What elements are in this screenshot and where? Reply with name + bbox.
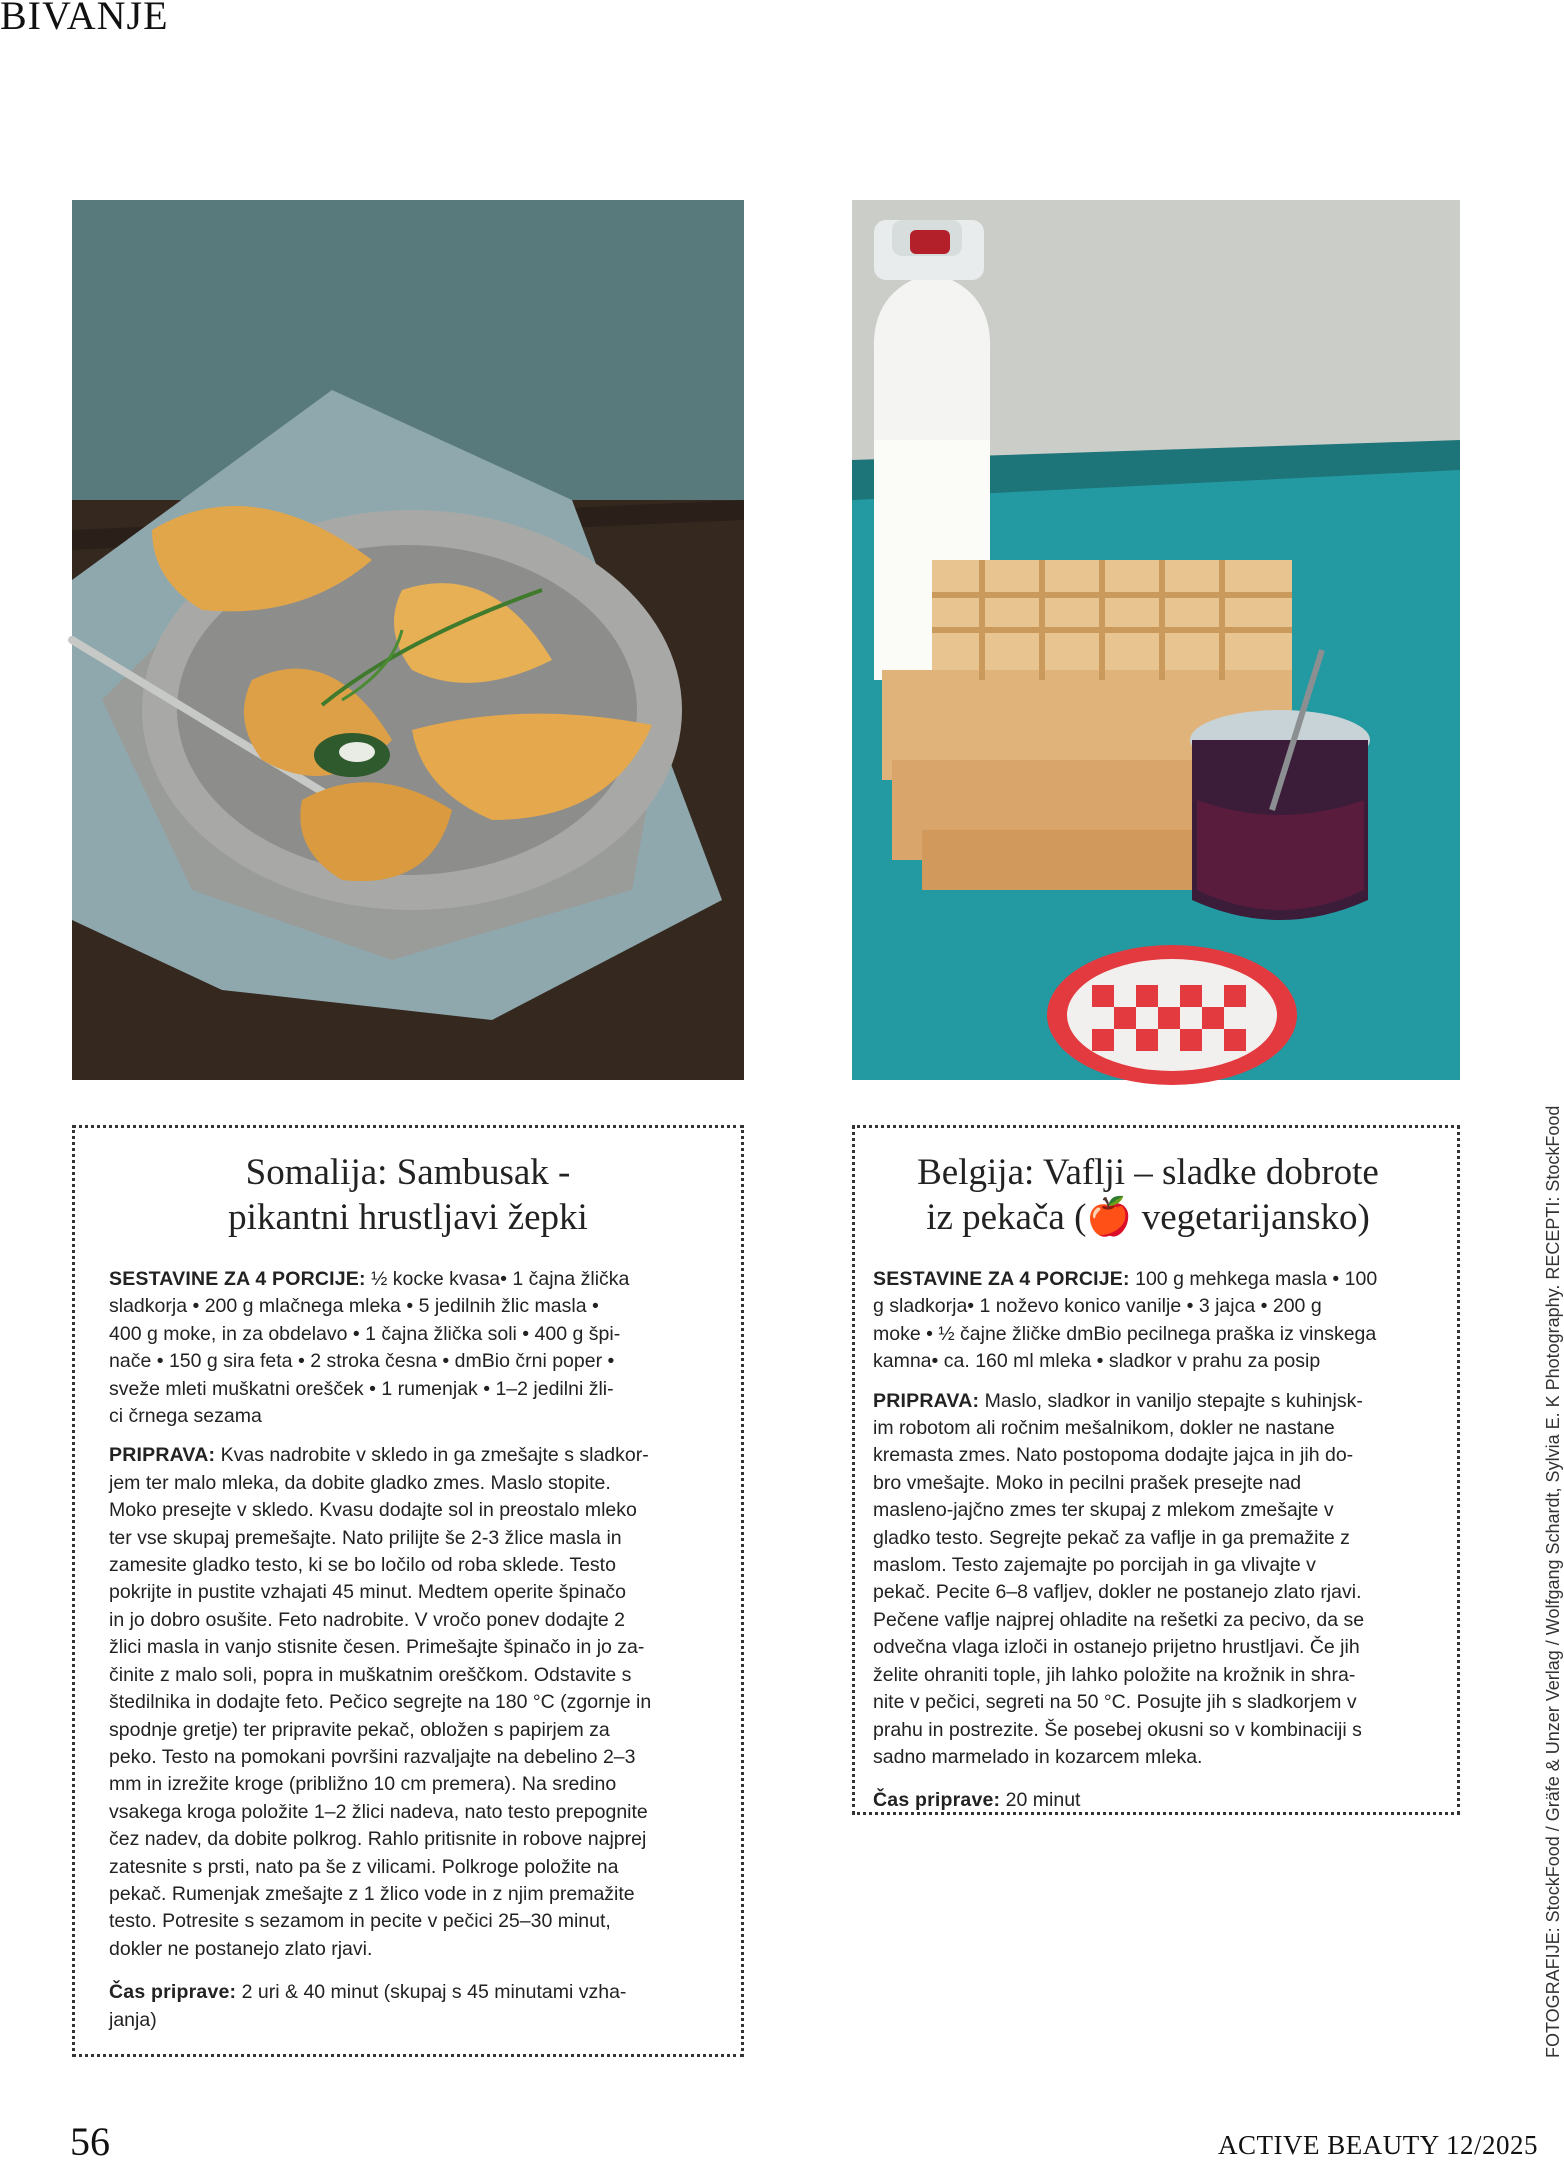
recipe-title-line: iz pekača (🍎 vegetarijansko) <box>926 1197 1370 1238</box>
recipe-title-line: Belgija: Vaflji – sladke dobrote <box>917 1152 1379 1193</box>
method-line: Pečene vaflje najprej ohladite na rešetki za pecivo, da se <box>873 1608 1365 1631</box>
method-line: Moko presejte v skledo. Kvasu dodajte sol in preostalo mleko <box>109 1499 637 1522</box>
method-line: im robotom ali ročnim mešalnikom, dokler ne nastane <box>873 1417 1335 1440</box>
method-line: odvečna vlaga izloči in ostanejo prijetno hrustljavi. Če jih <box>873 1636 1360 1659</box>
method-line: štedilnika in dodajte feto. Pečico segrejte na 180 °C (zgornje in <box>109 1691 652 1714</box>
ingredients-line: 400 g moke, in za obdelavo • 1 čajna žlička soli • 400 g špi- <box>109 1322 621 1345</box>
method-line: in jo dobro osušite. Feto nadrobite. V vročo ponev dodajte 2 <box>109 1608 625 1631</box>
method-line: ter vse skupaj premešajte. Nato prilijte še 2-3 žlice masla in <box>109 1526 622 1549</box>
prep-time-line: Čas priprave: 20 minut <box>873 1789 1081 1812</box>
ingredients <box>873 1266 1423 1376</box>
method-line: dokler ne postanejo zlato rjavi. <box>109 1937 373 1960</box>
method-line: masleno-jajčno zmes ter skupaj z mlekom zmešajte v <box>873 1499 1334 1522</box>
recipe-title-line: Somalija: Sambusak - <box>245 1152 571 1193</box>
method <box>873 1388 1423 1772</box>
method-line: gladko testo. Segrejte pekač za vaflje in ga premažite z <box>873 1526 1350 1549</box>
method-line: peko. Testo na pomokani površini razvaljajte na debelino 2–3 <box>109 1745 636 1768</box>
method-line: vsakega kroga položite 1–2 žlici nadeva, nato testo prepognite <box>109 1800 648 1823</box>
prep-time <box>109 1979 707 2034</box>
method-line: jem ter malo mleka, da dobite gladko zmes. Maslo stopite. <box>109 1471 611 1494</box>
method-line: maslom. Testo zajemajte po porcijah in ga vlivajte v <box>873 1554 1316 1577</box>
method-line: pekač. Rumenjak zmešajte z 1 žlico vode in z njim premažite <box>109 1882 635 1905</box>
method-line: kremasta zmes. Nato postopoma dodajte jajca in jih do- <box>873 1444 1354 1467</box>
recipe-title-line: pikantni hrustljavi žepki <box>228 1197 588 1238</box>
prep-time-label: Čas priprave: <box>873 1789 1001 1812</box>
recipe-title <box>109 1150 707 1240</box>
method-line: sadno marmelado in kozarcem mleka. <box>873 1745 1203 1768</box>
method-line: mm in izrežite kroge (približno 10 cm premera). Na sredino <box>109 1773 617 1796</box>
photo-credit: FOTOGRAFIJE: StockFood / Gräfe & Unzer Verlag / Wolfgang Schardt, Sylvia E. K Photography. RECEPTI: StockFood <box>1543 1105 1563 2058</box>
waffles-photo <box>852 200 1460 1080</box>
method-label: PRIPRAVA: <box>873 1389 980 1412</box>
ingredients-line: nače • 150 g sira feta • 2 stroka česna • dmBio črni poper • <box>109 1350 615 1373</box>
prep-time-line: janja) <box>109 2008 157 2031</box>
ingredients-line: sveže mleti muškatni orešček • 1 rumenjak • 1–2 jedilni žli- <box>109 1377 614 1400</box>
prep-time-label: Čas priprave: <box>109 1981 237 2004</box>
method-label: PRIPRAVA: <box>109 1444 216 1467</box>
ingredients-label: SESTAVINE ZA 4 PORCIJE: <box>109 1268 366 1290</box>
prep-time <box>873 1787 1423 1814</box>
ingredients-line: kamna• ca. 160 ml mleka • sladkor v prahu za posip <box>873 1350 1321 1373</box>
method-line: prahu in postrezite. Še posebej okusni so v kombinaciji s <box>873 1718 1362 1741</box>
sambusak-photo <box>72 200 744 1080</box>
recipe-card-sambusak <box>72 1125 744 2057</box>
ingredients-line: SESTAVINE ZA 4 PORCIJE: 100 g mehkega masla • 100 <box>873 1268 1378 1290</box>
recipe-card-waffles <box>852 1125 1460 1815</box>
section-label: BIVANJE <box>0 0 169 38</box>
method-line: bro vmešajte. Moko in pecilni prašek presejte nad <box>873 1471 1302 1494</box>
method-line: spodnje gretje) ter pripravite pekač, obložen s papirjem za <box>109 1718 610 1741</box>
magazine-issue: ACTIVE BEAUTY 12/2025 <box>1218 2130 1538 2160</box>
ingredients-line: ci črnega sezama <box>109 1405 262 1428</box>
prep-time-line: Čas priprave: 2 uri & 40 minut (skupaj s 45 minutami vzha- <box>109 1981 627 2004</box>
ingredients-label: SESTAVINE ZA 4 PORCIJE: <box>873 1268 1130 1290</box>
method-line: žlici masla in vanjo stisnite česen. Primešajte špinačo in jo za- <box>109 1636 645 1659</box>
method-line: testo. Potresite s sezamom in pecite v pečici 25–30 minut, <box>109 1910 611 1933</box>
method-line: zatesnite s prsti, nato pa še z vilicami. Polkroge položite na <box>109 1855 619 1878</box>
ingredients-line: SESTAVINE ZA 4 PORCIJE: ½ kocke kvasa• 1 čajna žlička <box>109 1268 630 1290</box>
method-line: pokrijte in pustite vzhajati 45 minut. Medtem operite špinačo <box>109 1581 627 1604</box>
ingredients-line: g sladkorja• 1 noževo konico vanilje • 3 jajca • 200 g <box>873 1295 1322 1318</box>
method-line: zamesite gladko testo, ki se bo ločilo od roba sklede. Testo <box>109 1554 616 1577</box>
method-line: činite z malo soli, popra in muškatnim oreščkom. Odstavite s <box>109 1663 632 1686</box>
method-line: nite v pečici, segreti na 50 °C. Posujte jih s sladkorjem v <box>873 1691 1357 1714</box>
page-number: 56 <box>70 2119 110 2164</box>
recipe-title <box>873 1150 1423 1240</box>
ingredients-line: moke • ½ čajne žličke dmBio pecilnega praška iz vinskega <box>873 1322 1377 1345</box>
ingredients-line: sladkorja • 200 g mlačnega mleka • 5 jedilnih žlic masla • <box>109 1295 599 1318</box>
ingredients <box>109 1266 707 1430</box>
method-line: želite ohraniti tople, jih lahko položite na krožnik in shra- <box>873 1663 1356 1686</box>
method-line: PRIPRAVA: Maslo, sladkor in vaniljo stepajte s kuhinjsk- <box>873 1389 1363 1412</box>
method <box>109 1442 707 1963</box>
method-line: čez nadev, da dobite polkrog. Rahlo pritisnite in robove najprej <box>109 1828 647 1851</box>
method-line: pekač. Pecite 6–8 vafljev, dokler ne postanejo zlato rjavi. <box>873 1581 1362 1604</box>
method-line: PRIPRAVA: Kvas nadrobite v skledo in ga zmešajte s sladkor- <box>109 1444 649 1467</box>
